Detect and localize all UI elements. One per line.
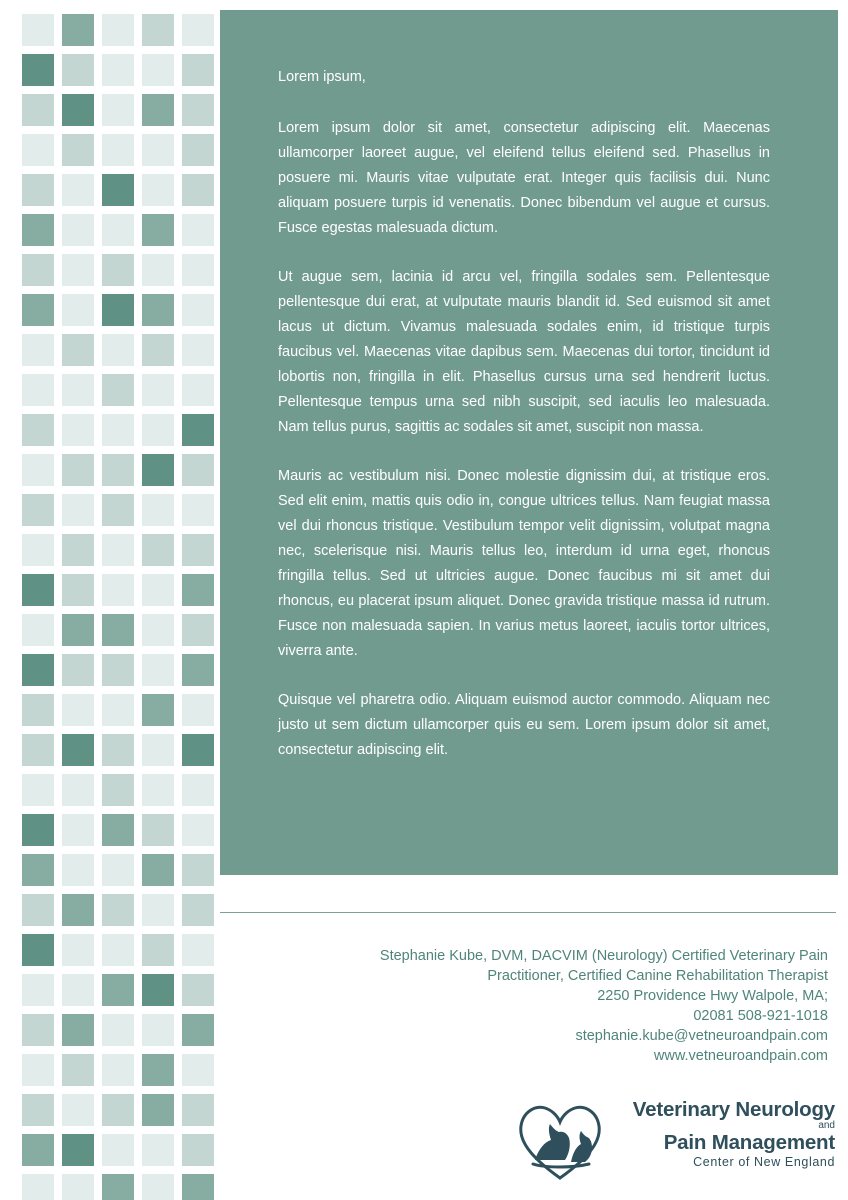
mosaic-tile bbox=[142, 614, 174, 646]
mosaic-tile bbox=[22, 1174, 54, 1200]
mosaic-tile bbox=[142, 574, 174, 606]
mosaic-tile bbox=[182, 574, 214, 606]
mosaic-tile bbox=[62, 854, 94, 886]
mosaic-tile bbox=[182, 174, 214, 206]
mosaic-tile bbox=[62, 1174, 94, 1200]
mosaic-tile bbox=[142, 254, 174, 286]
mosaic-tile bbox=[62, 814, 94, 846]
company-logo bbox=[515, 1098, 835, 1184]
letter-salutation: Lorem ipsum, bbox=[278, 69, 366, 85]
mosaic-tile bbox=[182, 454, 214, 486]
mosaic-tile bbox=[22, 734, 54, 766]
mosaic-tile bbox=[102, 1094, 134, 1126]
mosaic-tile bbox=[102, 1174, 134, 1200]
mosaic-tile bbox=[22, 894, 54, 926]
footer-contact-line: 2250 Providence Hwy Walpole, MA; bbox=[597, 988, 828, 1004]
mosaic-tile bbox=[182, 1094, 214, 1126]
mosaic-tile bbox=[22, 854, 54, 886]
mosaic-tile bbox=[182, 654, 214, 686]
mosaic-tile bbox=[142, 534, 174, 566]
mosaic-tile bbox=[62, 894, 94, 926]
mosaic-tile bbox=[102, 414, 134, 446]
mosaic-tile bbox=[102, 574, 134, 606]
mosaic-tile bbox=[142, 1174, 174, 1200]
mosaic-tile bbox=[142, 174, 174, 206]
mosaic-tile bbox=[102, 974, 134, 1006]
mosaic-tile bbox=[142, 774, 174, 806]
letter-body bbox=[278, 65, 770, 763]
mosaic-tile bbox=[102, 774, 134, 806]
mosaic-tile bbox=[182, 534, 214, 566]
mosaic-tile bbox=[62, 574, 94, 606]
mosaic-tile bbox=[102, 294, 134, 326]
footer-divider bbox=[220, 912, 836, 913]
mosaic-tile bbox=[142, 1134, 174, 1166]
mosaic-tile bbox=[182, 414, 214, 446]
mosaic-tile bbox=[62, 694, 94, 726]
mosaic-tile bbox=[22, 1094, 54, 1126]
mosaic-tile bbox=[182, 934, 214, 966]
mosaic-tile bbox=[142, 814, 174, 846]
mosaic-tile bbox=[62, 974, 94, 1006]
mosaic-tile bbox=[22, 214, 54, 246]
mosaic-tile bbox=[102, 54, 134, 86]
mosaic-tile bbox=[22, 614, 54, 646]
logo-line-2: Pain Management bbox=[663, 1131, 835, 1154]
mosaic-tile bbox=[62, 294, 94, 326]
mosaic-tile bbox=[142, 1094, 174, 1126]
mosaic-tile bbox=[102, 534, 134, 566]
mosaic-tile bbox=[62, 174, 94, 206]
mosaic-tile bbox=[62, 774, 94, 806]
mosaic-tile bbox=[62, 214, 94, 246]
mosaic-tile bbox=[102, 734, 134, 766]
mosaic-tile bbox=[102, 14, 134, 46]
mosaic-tile bbox=[142, 854, 174, 886]
footer-contact-line: Practitioner, Certified Canine Rehabilitation Therapist bbox=[487, 968, 828, 984]
mosaic-tile bbox=[102, 934, 134, 966]
footer-contact-line: stephanie.kube@vetneuroandpain.com bbox=[575, 1028, 828, 1044]
mosaic-tile bbox=[62, 1014, 94, 1046]
mosaic-decoration bbox=[0, 0, 220, 1200]
mosaic-tile bbox=[182, 974, 214, 1006]
logo-and-word: and bbox=[818, 1120, 835, 1131]
mosaic-tile bbox=[62, 14, 94, 46]
mosaic-tile bbox=[182, 1134, 214, 1166]
mosaic-tile bbox=[62, 254, 94, 286]
mosaic-tile bbox=[182, 134, 214, 166]
mosaic-tile bbox=[182, 694, 214, 726]
letter-paragraph: Mauris ac vestibulum nisi. Donec molestie dignissim dui, at tristique eros. Sed elit enim, mattis quis odio in, congue ultrices tellus. Nam feugiat massa vel dui rhoncus tristique. Vestibulum tempor velit dignissim, volutpat magna nec, scelerisque nisi. Mauris tellus leo, interdum id urna eget, rhoncus fringilla tellus. Sed ut ultricies augue. Donec faucibus mi sit amet dui rhoncus, eu placerat ipsum aliquet. Donec gravida tristique massa id rutrum. Fusce non malesuada sapien. In varius metus laoreet, iaculis tortor ultrices, viverra ante. bbox=[278, 468, 770, 659]
mosaic-tile bbox=[142, 14, 174, 46]
mosaic-tile bbox=[62, 934, 94, 966]
mosaic-tile bbox=[62, 654, 94, 686]
mosaic-tile bbox=[142, 334, 174, 366]
mosaic-tile bbox=[62, 134, 94, 166]
mosaic-tile bbox=[102, 254, 134, 286]
mosaic-tile bbox=[102, 1054, 134, 1086]
mosaic-tile bbox=[22, 14, 54, 46]
mosaic-tile bbox=[22, 94, 54, 126]
mosaic-tile bbox=[22, 654, 54, 686]
mosaic-tile bbox=[142, 694, 174, 726]
mosaic-tile bbox=[22, 374, 54, 406]
mosaic-tile bbox=[102, 814, 134, 846]
mosaic-tile bbox=[62, 374, 94, 406]
mosaic-tile bbox=[142, 214, 174, 246]
mosaic-tile bbox=[102, 694, 134, 726]
mosaic-tile bbox=[182, 614, 214, 646]
mosaic-tile bbox=[22, 1134, 54, 1166]
mosaic-tile bbox=[142, 654, 174, 686]
mosaic-tile bbox=[142, 294, 174, 326]
mosaic-tile bbox=[62, 1054, 94, 1086]
mosaic-tile bbox=[22, 414, 54, 446]
mosaic-tile bbox=[62, 414, 94, 446]
footer-contact-line: 02081 508-921-1018 bbox=[693, 1008, 828, 1024]
mosaic-tile bbox=[22, 174, 54, 206]
mosaic-tile bbox=[142, 1014, 174, 1046]
footer-contact-block bbox=[270, 946, 828, 1066]
mosaic-tile bbox=[142, 374, 174, 406]
mosaic-tile bbox=[22, 534, 54, 566]
mosaic-tile bbox=[182, 734, 214, 766]
logo-line-1: Veterinary Neurology bbox=[632, 1098, 835, 1121]
mosaic-tile bbox=[102, 94, 134, 126]
mosaic-tile bbox=[182, 214, 214, 246]
mosaic-tile bbox=[62, 494, 94, 526]
mosaic-tile bbox=[102, 454, 134, 486]
mosaic-tile bbox=[102, 854, 134, 886]
mosaic-tile bbox=[142, 894, 174, 926]
mosaic-tile bbox=[182, 254, 214, 286]
mosaic-tile bbox=[182, 1014, 214, 1046]
mosaic-tile bbox=[142, 54, 174, 86]
mosaic-tile bbox=[182, 814, 214, 846]
mosaic-grid bbox=[22, 14, 214, 1200]
mosaic-tile bbox=[62, 54, 94, 86]
mosaic-tile bbox=[22, 934, 54, 966]
mosaic-tile bbox=[102, 134, 134, 166]
mosaic-tile bbox=[22, 1054, 54, 1086]
mosaic-tile bbox=[22, 574, 54, 606]
mosaic-tile bbox=[62, 1094, 94, 1126]
mosaic-tile bbox=[22, 254, 54, 286]
mosaic-tile bbox=[182, 334, 214, 366]
mosaic-tile bbox=[142, 1054, 174, 1086]
mosaic-tile bbox=[182, 774, 214, 806]
mosaic-tile bbox=[182, 14, 214, 46]
mosaic-tile bbox=[182, 54, 214, 86]
mosaic-tile bbox=[22, 134, 54, 166]
mosaic-tile bbox=[62, 734, 94, 766]
mosaic-tile bbox=[142, 494, 174, 526]
mosaic-tile bbox=[62, 94, 94, 126]
mosaic-tile bbox=[22, 814, 54, 846]
mosaic-tile bbox=[102, 654, 134, 686]
mosaic-tile bbox=[102, 334, 134, 366]
mosaic-tile bbox=[22, 454, 54, 486]
mosaic-tile bbox=[102, 494, 134, 526]
mosaic-tile bbox=[182, 1054, 214, 1086]
mosaic-tile bbox=[182, 1174, 214, 1200]
mosaic-tile bbox=[62, 334, 94, 366]
mosaic-tile bbox=[182, 854, 214, 886]
mosaic-tile bbox=[182, 894, 214, 926]
mosaic-tile bbox=[102, 214, 134, 246]
mosaic-tile bbox=[182, 374, 214, 406]
mosaic-tile bbox=[142, 134, 174, 166]
mosaic-tile bbox=[62, 614, 94, 646]
letter-panel bbox=[220, 10, 838, 875]
letter-paragraph: Lorem ipsum dolor sit amet, consectetur adipiscing elit. Maecenas ullamcorper laoreet augue, vel eleifend tellus eleifend sed. Phasellus in posuere mi. Mauris vitae vulputate erat. Integer quis facilisis dui. Nunc aliquam posuere turpis id venenatis. Donec bibendum vel augue et cursus. Fusce egestas malesuada dictum. bbox=[278, 120, 770, 236]
mosaic-tile bbox=[102, 374, 134, 406]
mosaic-tile bbox=[142, 934, 174, 966]
mosaic-tile bbox=[22, 494, 54, 526]
mosaic-tile bbox=[102, 614, 134, 646]
mosaic-tile bbox=[22, 294, 54, 326]
mosaic-tile bbox=[182, 94, 214, 126]
mosaic-tile bbox=[102, 1134, 134, 1166]
letter-paragraph: Ut augue sem, lacinia id arcu vel, fringilla sodales sem. Pellentesque pellentesque dui erat, at vulputate mauris blandit id. Sed euismod sit amet lacus ut dictum. Vivamus malesuada sodales enim, id tristique turpis faucibus vel. Maecenas vitae dapibus sem. Maecenas dui tortor, tincidunt id lobortis non, fringilla in elit. Phasellus cursus urna sed hendrerit luctus. Pellentesque tempus urna sed nibh suscipit, sed iaculis leo malesuada. Nam tellus purus, sagittis ac sodales sit amet, suscipit non massa. bbox=[278, 269, 770, 435]
mosaic-tile bbox=[142, 414, 174, 446]
heart-dog-cat-icon bbox=[515, 1098, 605, 1184]
mosaic-tile bbox=[22, 54, 54, 86]
footer-contact-line: Stephanie Kube, DVM, DACVIM (Neurology) Certified Veterinary Pain bbox=[379, 948, 828, 964]
mosaic-tile bbox=[22, 1014, 54, 1046]
mosaic-tile bbox=[142, 94, 174, 126]
mosaic-tile bbox=[102, 174, 134, 206]
mosaic-tile bbox=[182, 494, 214, 526]
mosaic-tile bbox=[22, 334, 54, 366]
mosaic-tile bbox=[102, 1014, 134, 1046]
mosaic-tile bbox=[142, 974, 174, 1006]
mosaic-tile bbox=[62, 454, 94, 486]
mosaic-tile bbox=[22, 974, 54, 1006]
mosaic-tile bbox=[62, 534, 94, 566]
letter-paragraph: Quisque vel pharetra odio. Aliquam euismod auctor commodo. Aliquam nec justo ut sem dictum ullamcorper quis eu sem. Lorem ipsum dolor sit amet, consectetur adipiscing elit. bbox=[278, 692, 770, 758]
mosaic-tile bbox=[22, 694, 54, 726]
footer-contact-line: www.vetneuroandpain.com bbox=[653, 1048, 828, 1064]
mosaic-tile bbox=[102, 894, 134, 926]
mosaic-tile bbox=[182, 294, 214, 326]
logo-wordmark bbox=[611, 1098, 835, 1184]
mosaic-tile bbox=[142, 734, 174, 766]
mosaic-tile bbox=[22, 774, 54, 806]
logo-line-3: Center of New England bbox=[693, 1155, 835, 1169]
mosaic-tile bbox=[62, 1134, 94, 1166]
mosaic-tile bbox=[142, 454, 174, 486]
